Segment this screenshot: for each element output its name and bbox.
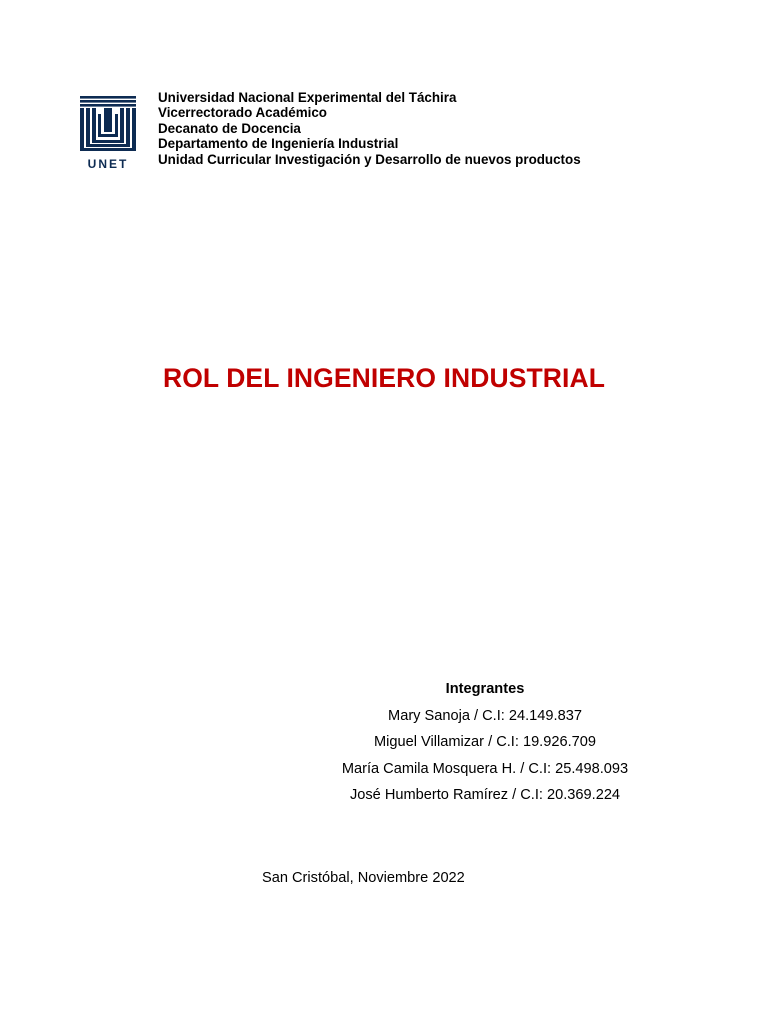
header-line-vicerrectorado: Vicerrectorado Académico (158, 105, 327, 121)
header-line-course: Unidad Curricular Investigación y Desarrollo de nuevos productos (158, 151, 581, 167)
members-heading: Integrantes (445, 681, 525, 697)
place-date: San Cristóbal, Noviembre 2022 (262, 870, 465, 886)
member-item: María Camila Mosquera H. / C.I: 25.498.093 (341, 760, 629, 777)
member-item: Miguel Villamizar / C.I: 19.926.709 (374, 734, 596, 751)
member-item: José Humberto Ramírez / C.I: 20.369.224 (349, 787, 621, 804)
member-item: Mary Sanoja / C.I: 24.149.837 (388, 707, 582, 724)
members-block (325, 676, 645, 809)
document-title: ROL DEL INGENIERO INDUSTRIAL (162, 363, 606, 393)
header-line-university: Universidad Nacional Experimental del Táchira (158, 90, 457, 105)
unet-logo-icon (78, 94, 138, 172)
logo-text: UNET (87, 157, 129, 171)
header-line-decanato: Decanato de Docencia (158, 120, 301, 136)
header-line-department: Departamento de Ingeniería Industrial (158, 136, 399, 152)
institution-header (158, 90, 581, 167)
